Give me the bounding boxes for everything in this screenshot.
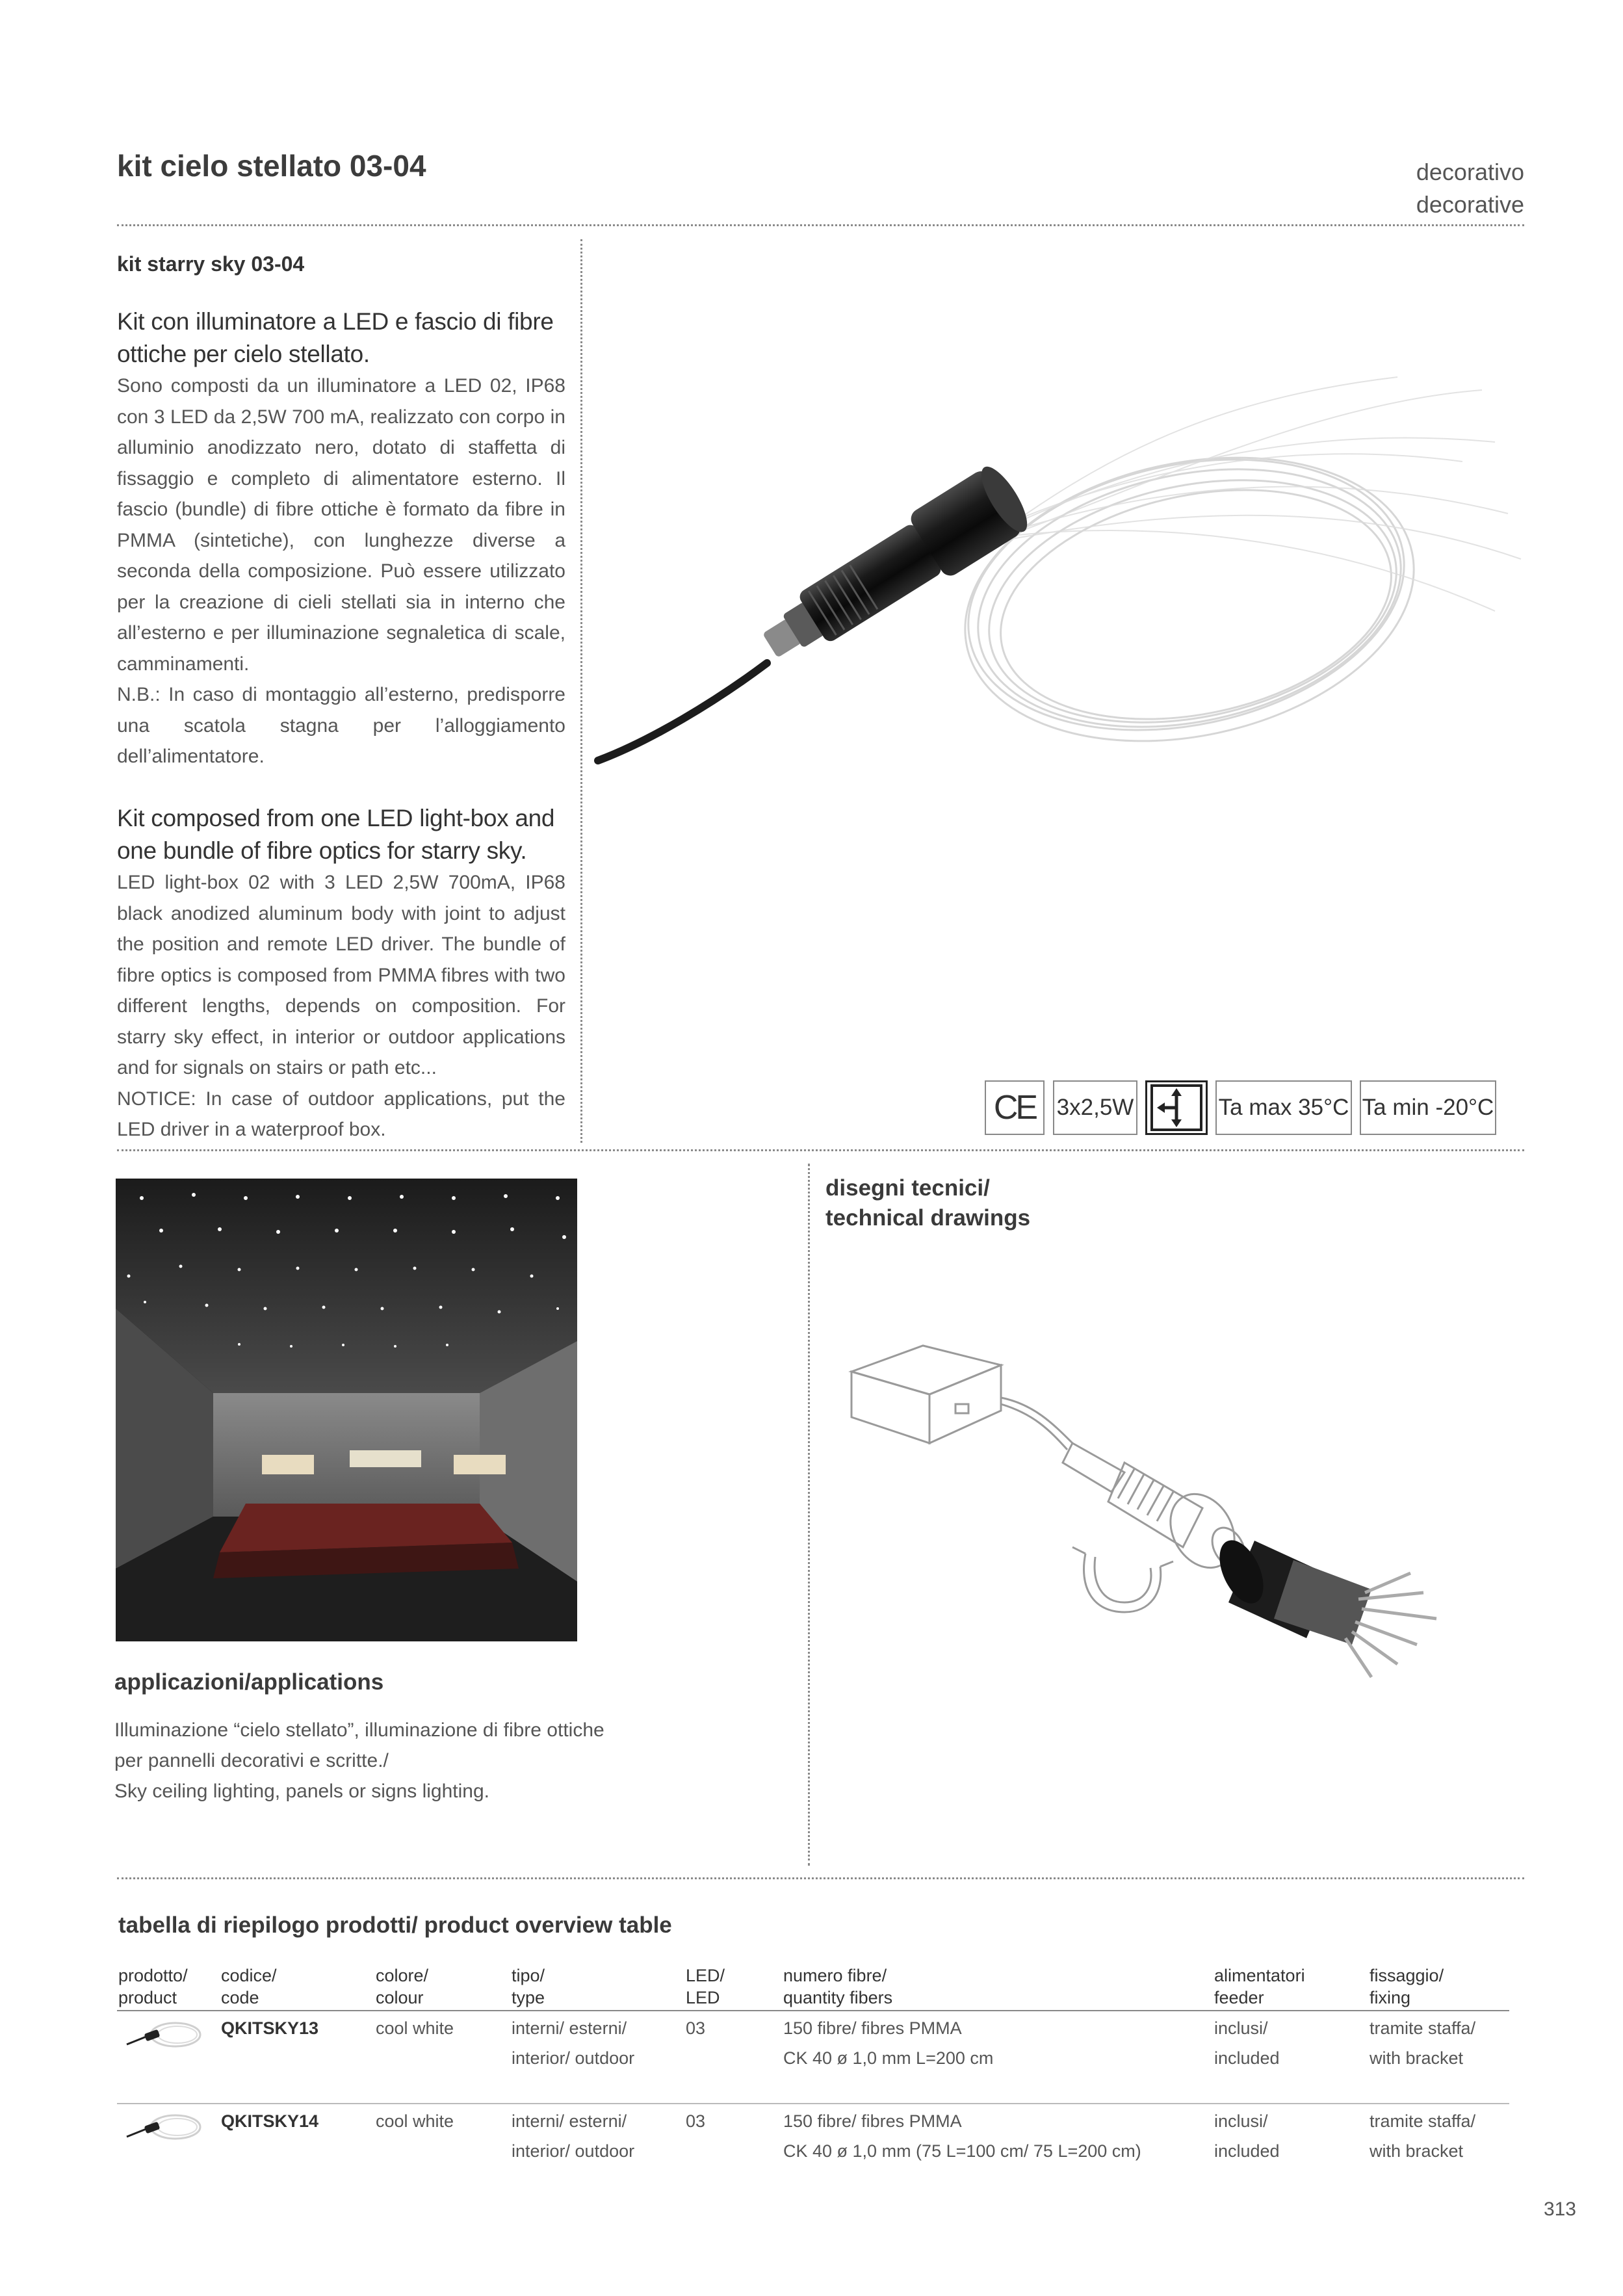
ta-max-badge	[1215, 1080, 1352, 1135]
italian-lead: Kit con illuminatore a LED e fascio di fibre ottiche per cielo stellato.	[117, 308, 554, 367]
table-cell-colour: cool white	[376, 2111, 454, 2131]
page-number: 313	[1543, 2198, 1576, 2220]
ce-mark: CE	[985, 1080, 1045, 1135]
english-body	[117, 867, 565, 1145]
power-value: 3x2,5W	[1056, 1095, 1134, 1120]
category-label	[1416, 156, 1524, 221]
intro-column-divider	[580, 239, 582, 1143]
category-it: decorativo	[1416, 159, 1524, 185]
section-divider	[117, 1149, 1524, 1151]
applications-line: Sky ceiling lighting, panels or signs lighting.	[114, 1781, 489, 1802]
table-divider	[117, 1877, 1524, 1879]
table-cell-code: QKITSKY14	[221, 2111, 319, 2131]
product-thumbnail	[120, 2107, 205, 2146]
table-cell-fixing: tramite staffa/ with bracket	[1370, 2018, 1476, 2068]
page-title: kit cielo stellato 03-04	[117, 149, 426, 183]
table-cell-colour: cool white	[376, 2018, 454, 2038]
applications-line: Illuminazione “cielo stellato”, illuminazione di fibre ottiche	[114, 1719, 604, 1741]
applications-text	[114, 1715, 604, 1807]
table-header-rule	[117, 2010, 1509, 2011]
table-row-rule	[117, 2103, 1509, 2104]
col-header-type: tipo/ type	[512, 1966, 545, 2007]
ta-max-value: Ta max 35°C	[1218, 1095, 1349, 1120]
table-cell-code: QKITSKY13	[221, 2018, 319, 2038]
italian-body-paragraph: Sono composti da un illuminatore a LED 02, IP68 con 3 LED da 2,5W 700 mA, realizzato con corpo in alluminio anodizzato nero, dotato di staffetta di fissaggio e completo di alimentatore esterno. Il fascio (bundle) di fibre ottiche è formato da fibre in PMMA (sintetiche), con lunghezze diverse a seconda della composizione. Può essere utilizzato per la creazione di cieli stellati sia in interno che all’esterno e per illuminazione segnaletica di scale, camminamenti.	[117, 375, 565, 675]
drawings-title-en: technical drawings	[825, 1205, 1031, 1231]
application-photo	[116, 1179, 577, 1641]
italian-note: N.B.: In caso di montaggio all’esterno, predisporre una scatola stagna per l’alloggiamento dell’alimentatore.	[117, 684, 565, 767]
applications-title: applicazioni/applications	[114, 1669, 384, 1695]
english-lead: Kit composed from one LED light-box and one bundle of fibre optics for starry sky.	[117, 805, 555, 864]
col-header-product: prodotto/ product	[118, 1966, 188, 2007]
header-divider	[117, 224, 1524, 226]
lower-column-divider	[808, 1164, 810, 1866]
italian-body	[117, 371, 565, 772]
english-description	[117, 802, 565, 1145]
applications-line: per pannelli decorativi e scritte./	[114, 1750, 389, 1771]
ta-min-badge	[1360, 1080, 1496, 1135]
technical-drawing	[838, 1333, 1488, 1697]
table-title: tabella di riepilogo prodotti/ product overview table	[118, 1912, 672, 1938]
table-cell-fibers: 150 fibre/ fibres PMMA CK 40 ø 1,0 mm (75 L=100 cm/ 75 L=200 cm)	[783, 2111, 1141, 2161]
table-cell-type: interni/ esterni/ interior/ outdoor	[512, 2111, 635, 2161]
product-subtitle: kit starry sky 03-04	[117, 252, 305, 276]
english-body-paragraph: LED light-box 02 with 3 LED 2,5W 700mA, IP68 black anodized aluminum body with joint to adjust the position and remote LED driver. The bundle of fibre optics is composed from PMMA fibres with two different lengths, depends on composition. For starry sky effect, in interior or outdoor applications and for signals on stairs or path etc...	[117, 872, 565, 1078]
col-header-feeder: alimentatori feeder	[1214, 1966, 1305, 2007]
col-header-fibers: numero fibre/ quantity fibers	[783, 1966, 893, 2007]
col-header-code: codice/ code	[221, 1966, 277, 2007]
english-notice: NOTICE: In case of outdoor applications, put the LED driver in a waterproof box.	[117, 1088, 565, 1140]
table-cell-led: 03	[686, 2018, 706, 2038]
italian-description	[117, 306, 565, 772]
product-thumbnail	[120, 2015, 205, 2054]
adjustable-icon	[1145, 1080, 1208, 1135]
col-header-led: LED/ LED	[686, 1966, 725, 2007]
table-cell-feeder: inclusi/ included	[1214, 2018, 1280, 2068]
product-photo	[585, 364, 1527, 832]
table-cell-led: 03	[686, 2111, 706, 2131]
ta-min-value: Ta min -20°C	[1362, 1095, 1494, 1120]
table-cell-fixing: tramite staffa/ with bracket	[1370, 2111, 1476, 2161]
drawings-title-it: disegni tecnici/	[825, 1175, 990, 1201]
col-header-fixing: fissaggio/ fixing	[1370, 1966, 1444, 2007]
power-badge	[1053, 1080, 1137, 1135]
adjust-arrows-icon	[1150, 1084, 1202, 1131]
table-cell-type: interni/ esterni/ interior/ outdoor	[512, 2018, 635, 2068]
category-en: decorative	[1416, 191, 1524, 218]
drawings-title	[825, 1173, 1030, 1233]
table-cell-feeder: inclusi/ included	[1214, 2111, 1280, 2161]
col-header-colour: colore/ colour	[376, 1966, 429, 2007]
table-cell-fibers: 150 fibre/ fibres PMMA CK 40 ø 1,0 mm L=200 cm	[783, 2018, 994, 2068]
